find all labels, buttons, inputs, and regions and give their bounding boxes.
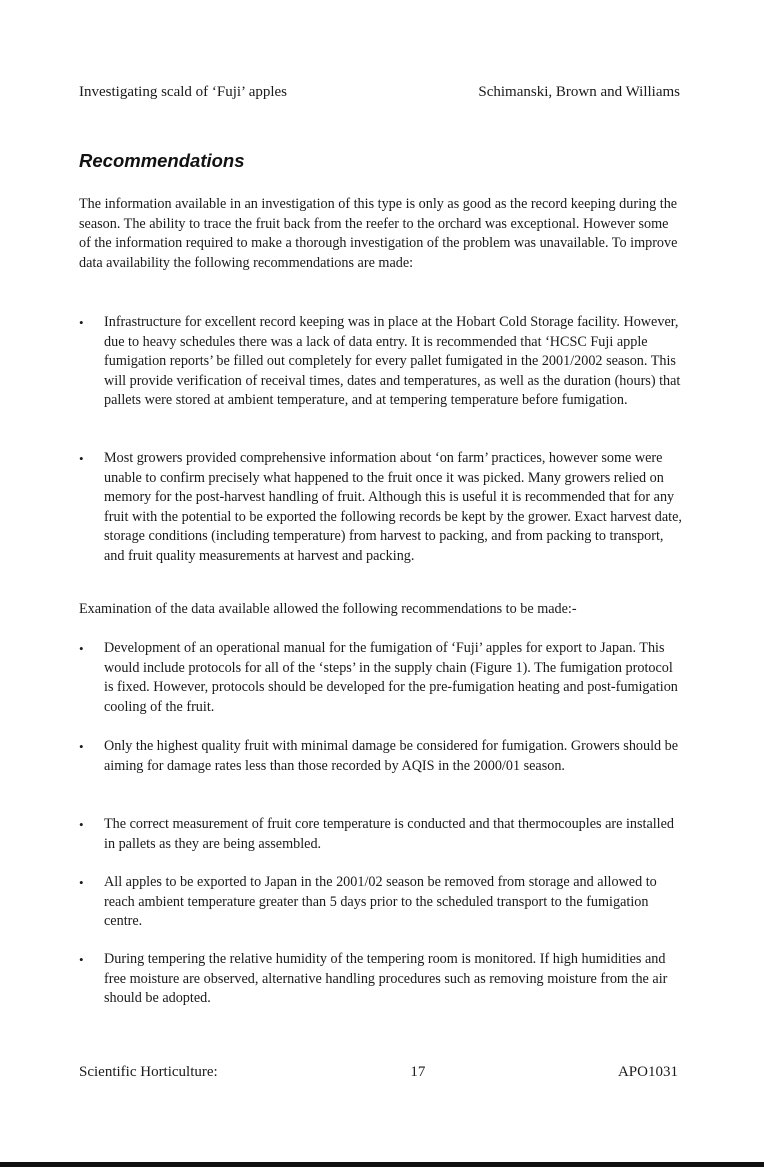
bullet-item <box>79 639 683 717</box>
bullet-dot-icon: • <box>79 952 84 967</box>
bullet-text: Only the highest quality fruit with minimal damage be considered for fumigation. Growers should be aiming for damage rates less than those recorded by AQIS in the 2000/01 season. <box>104 738 679 774</box>
bullet-text: Most growers provided comprehensive information about ‘on farm’ practices, however some were unable to confirm precisely what happened to the fruit once it was picked. Many growers relied on memory for the post-harvest handling of fruit. Although this is useful it is recommended that for any fruit with the potential to be exported the following records be kept by the grower. Exact harvest date, storage conditions (including temperature) from harvest to packing, and from packing to transport, and fruit quality measurements at harvest and packing. <box>104 450 682 564</box>
page-footer <box>79 1064 678 1081</box>
bullet-dot-icon: • <box>79 875 84 890</box>
header-authors: Schimanski, Brown and Williams <box>478 84 680 100</box>
bullet-item <box>79 950 683 1009</box>
bullet-text: Infrastructure for excellent record keeping was in place at the Hobart Cold Storage facility. However, due to heavy schedules there was a lack of data entry. It is recommended that ‘HCSC Fuji apple fumigation reports’ be filled out completely for every pallet fumigated in the 2001/2002 season. This will provide verification of receival times, dates and temperatures, as well as the duration (hours) that pallets were stored at ambient temperature, and at tempering temperature before fumigation. <box>104 314 681 408</box>
bullet-item <box>79 737 683 776</box>
bullet-item <box>79 449 683 566</box>
bullet-dot-icon: • <box>79 315 84 330</box>
footer-journal: Scientific Horticulture: <box>79 1064 218 1080</box>
running-header <box>79 84 680 101</box>
bullet-text: All apples to be exported to Japan in the 2001/02 season be removed from storage and allowed to reach ambient temperature greater than 5 days prior to the scheduled transport to the fumigation centre. <box>104 874 657 929</box>
header-title: Investigating scald of ‘Fuji’ apples <box>79 84 288 100</box>
bullet-dot-icon: • <box>79 641 84 656</box>
footer-report-id: APO1031 <box>617 1064 678 1080</box>
bullet-text: During tempering the relative humidity of the tempering room is monitored. If high humidities and free moisture are observed, alternative handling procedures such as removing moisture from the air should be adopted. <box>104 951 668 1006</box>
section-title: Recommendations <box>79 150 245 171</box>
page-number: 17 <box>410 1064 426 1080</box>
bullet-text: Development of an operational manual for the fumigation of ‘Fuji’ apples for export to Japan. This would include protocols for all of the ‘steps’ in the supply chain (Figure 1). The fumigation protocol is fixed. However, protocols should be developed for the pre-fumigation heating and post-fumigation cooling of the fruit. <box>104 640 678 715</box>
bullet-text: The correct measurement of fruit core temperature is conducted and that thermocouples are installed in pallets as they are being assembled. <box>104 816 675 852</box>
bottom-rule <box>0 1162 764 1167</box>
bullet-dot-icon: • <box>79 739 84 754</box>
bullet-dot-icon: • <box>79 451 84 466</box>
bullet-item <box>79 815 683 854</box>
intro-paragraph: The information available in an investigation of this type is only as good as the record keeping during the season. The ability to trace the fruit back from the reefer to the orchard was exceptional. However some of the information required to make a thorough investigation of the problem was unavailable. To improve data availability the following recommendations are made: <box>79 196 678 271</box>
bullet-item <box>79 313 683 411</box>
bullet-item <box>79 873 683 932</box>
examination-paragraph: Examination of the data available allowed the following recommendations to be made:- <box>79 601 577 617</box>
bullet-dot-icon: • <box>79 817 84 832</box>
